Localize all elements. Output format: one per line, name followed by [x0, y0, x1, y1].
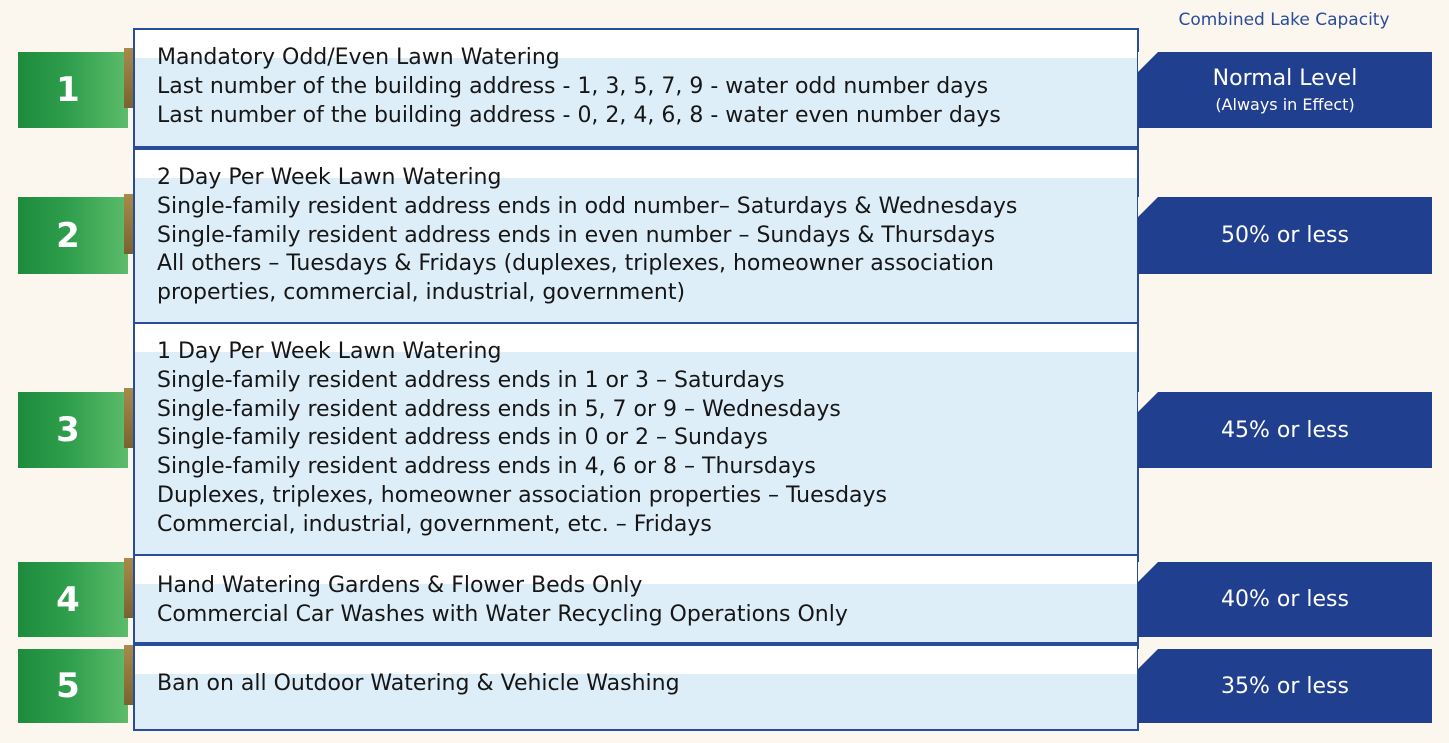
stage-5-line: Ban on all Outdoor Watering & Vehicle Washing	[157, 671, 680, 696]
stage-2-line: properties, commercial, industrial, government)	[157, 280, 686, 306]
stage-2-line: 2 Day Per Week Lawn Watering	[157, 165, 502, 190]
stage-1-level	[1138, 52, 1432, 128]
stage-3-level	[1138, 392, 1432, 468]
stage-3-line: 1 Day Per Week Lawn Watering	[157, 339, 502, 364]
capacity-header: Combined Lake Capacity	[1178, 10, 1390, 30]
stage-4-line: Hand Watering Gardens & Flower Beds Only	[157, 573, 643, 598]
stage-2-line: Single-family resident address ends in even number – Sundays & Thursdays	[157, 222, 996, 248]
stage-number: 2	[56, 215, 80, 256]
stage-4-restrictions	[133, 554, 1139, 644]
level-label: 35% or less	[1221, 673, 1349, 699]
stage-3-restrictions	[133, 322, 1139, 556]
level-corner	[1138, 392, 1158, 412]
level-label: 50% or less	[1221, 223, 1349, 248]
stage-1-line: Last number of the building address - 1, 3, 5, 7, 9 - water odd number days	[157, 73, 989, 99]
stage-1-badge	[18, 52, 128, 128]
stage-2-restrictions	[133, 148, 1139, 324]
level-label: 40% or less	[1221, 587, 1349, 612]
stage-2-level	[1138, 197, 1432, 274]
stage-3-line: Single-family resident address ends in 5, 7 or 9 – Wednesdays	[157, 396, 841, 422]
stage-number: 4	[56, 579, 80, 620]
stage-1-line: Mandatory Odd/Even Lawn Watering	[157, 45, 560, 70]
level-label: Normal Level	[1212, 66, 1358, 91]
stage-2-line: Single-family resident address ends in odd number– Saturdays & Wednesdays	[157, 193, 1018, 219]
stage-3-line: Duplexes, triplexes, homeowner association properties – Tuesdays	[157, 482, 888, 508]
stage-4-level	[1138, 562, 1432, 637]
stage-1-line: Last number of the building address - 0, 2, 4, 6, 8 - water even number days	[157, 102, 1001, 128]
stage-number: 1	[56, 70, 80, 110]
stage-3-line: Single-family resident address ends in 1 or 3 – Saturdays	[157, 367, 785, 393]
level-corner	[1138, 562, 1158, 582]
level-label: 45% or less	[1221, 417, 1349, 443]
stage-5-level	[1138, 649, 1432, 723]
stage-1-restrictions	[133, 28, 1139, 148]
stage-5-badge	[18, 649, 128, 723]
stage-3-line: Commercial, industrial, government, etc. – Fridays	[157, 511, 712, 537]
stage-5-restrictions	[133, 644, 1139, 731]
stage-2-badge	[18, 197, 128, 274]
stage-4-badge	[18, 562, 128, 637]
stage-number: 3	[56, 410, 80, 450]
stage-3-line: Single-family resident address ends in 4, 6 or 8 – Thursdays	[157, 454, 816, 480]
level-note: (Always in Effect)	[1215, 95, 1355, 114]
level-corner	[1138, 52, 1158, 72]
stage-2-line: All others – Tuesdays & Fridays (duplexes, triplexes, homeowner association	[157, 251, 994, 277]
level-corner	[1138, 649, 1158, 669]
stage-3-line: Single-family resident address ends in 0 or 2 – Sundays	[157, 425, 768, 451]
stage-3-badge	[18, 392, 128, 468]
stage-4-line: Commercial Car Washes with Water Recycling Operations Only	[157, 601, 848, 627]
stage-number: 5	[56, 666, 80, 706]
level-corner	[1138, 197, 1158, 217]
